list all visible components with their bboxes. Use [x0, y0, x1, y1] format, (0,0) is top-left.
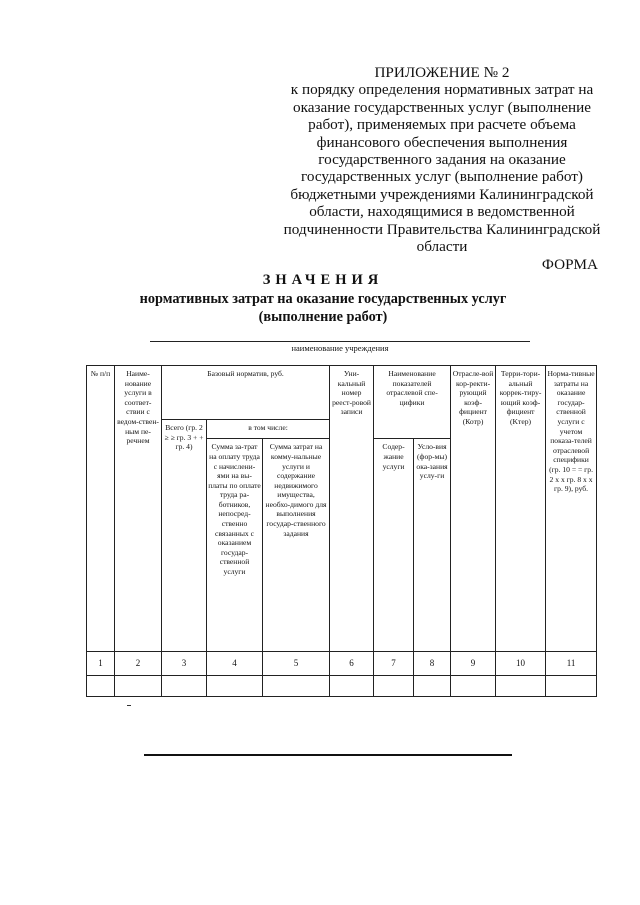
- header-base-norm: Базовый норматив, руб.: [162, 366, 330, 420]
- column-number: 10: [496, 652, 546, 675]
- header-labor-costs: Сумма за-трат на оплату труда с начислени-ями на вы-платы по оплате труда ра-ботников, непосред-ственно связанных с оказанием государ-ственной услуги: [207, 439, 263, 652]
- empty-cell: [496, 675, 546, 696]
- header-num: № п/п: [87, 366, 115, 652]
- empty-cell: [374, 675, 414, 696]
- empty-cell: [207, 675, 263, 696]
- header-indicators: Наименование показателей отраслевой спе-цифики: [374, 366, 451, 439]
- column-number: 2: [115, 652, 162, 675]
- column-number: 11: [546, 652, 597, 675]
- column-number: 7: [374, 652, 414, 675]
- header-including: в том числе:: [207, 419, 330, 438]
- appendix-text: к порядку определения нормативных затрат на оказание государственных услуг (выполнение работ), применяемых при расчете объема финансового обеспечения выполнения государственного задания на оказание государственных услуг (выполнение работ) бюджетными учреждениями Калининградской области, находящимися в ведомственной подчиненности Правительства Калининградской области: [283, 81, 601, 256]
- appendix-title: ПРИЛОЖЕНИЕ № 2: [374, 64, 510, 81]
- appendix-block: [280, 64, 604, 255]
- header-total: Всего (гр. 2 ≥ ≥ гр. 3 + + гр. 4): [162, 419, 207, 651]
- empty-cell: [162, 675, 207, 696]
- header-sector-coef: Отрасле-вой кор-ректи-рующий коэф-фициент (Котр): [451, 366, 496, 652]
- institution-caption: наименование учреждения: [291, 343, 389, 353]
- norms-table: [86, 365, 597, 697]
- column-number: 1: [87, 652, 115, 675]
- column-number: 9: [451, 652, 496, 675]
- empty-cell: [263, 675, 330, 696]
- empty-cell: [115, 675, 162, 696]
- empty-cell: [451, 675, 496, 696]
- header-territorial-coef: Терри-тори-альный коррек-тиру-ющий коэф-фициент (Kтер): [496, 366, 546, 652]
- dash-mark: [127, 705, 131, 706]
- institution-name-line: [150, 341, 530, 342]
- empty-cell: [414, 675, 451, 696]
- document-heading: [100, 271, 546, 326]
- empty-cell: [87, 675, 115, 696]
- header-service-name: Наиме-нование услуги в соответ-ствии с ведом-ствен-ным пе-речнем: [115, 366, 162, 652]
- column-number: 6: [330, 652, 374, 675]
- column-number: 3: [162, 652, 207, 675]
- header-conditions: Усло-вия (фор-мы) ока-зания услу-ги: [414, 439, 451, 652]
- table-row: [87, 675, 597, 696]
- header-unique-number: Уни-кальный номер реест-ровой записи: [330, 366, 374, 652]
- header-normative-costs: Норма-тивные затраты на оказание государ-ственной услуги с учетом показа-телей отраслевой специфики (гр. 10 = = гр. 2 х х гр. 8 х х гр. 9), руб.: [546, 366, 597, 652]
- empty-cell: [330, 675, 374, 696]
- form-label: ФОРМА: [541, 256, 598, 273]
- closing-line: [144, 754, 512, 756]
- empty-cell: [546, 675, 597, 696]
- header-utility-costs: Сумма затрат на комму-нальные услуги и содержание недвижимого имущества, необхо-димого для выполнения государ-ственного задания: [263, 439, 330, 652]
- column-numbers-row: [87, 652, 597, 675]
- column-number: 8: [414, 652, 451, 675]
- column-number: 4: [207, 652, 263, 675]
- heading-subtitle: нормативных затрат на оказание государственных услуг (выполнение работ): [139, 291, 507, 325]
- heading-title: ЗНАЧЕНИЯ: [262, 272, 384, 288]
- column-number: 5: [263, 652, 330, 675]
- header-content: Содер-жание услуги: [374, 439, 414, 652]
